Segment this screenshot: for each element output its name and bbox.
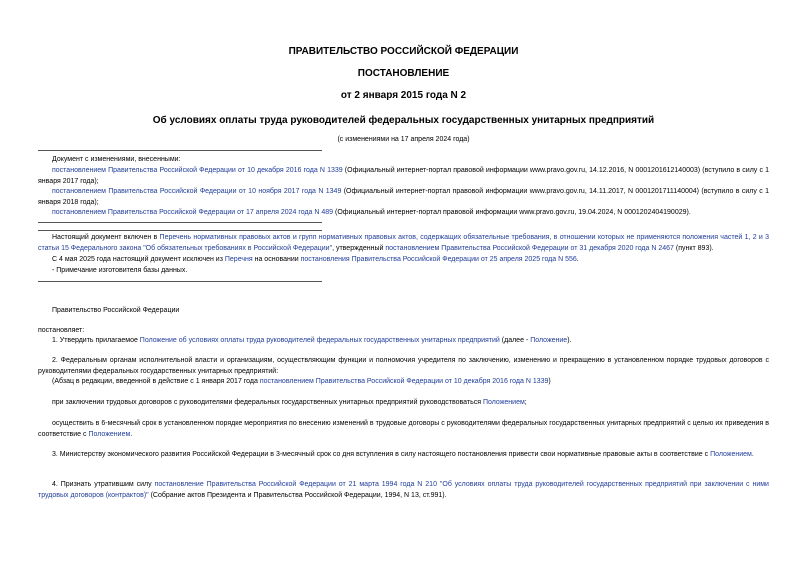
decree-210-link[interactable]: постановление Правительства Российской Федерации от 21 марта 1994 года N 210 "Об условиях оплаты труда руководителей государственных предприятий при заключении с ними трудовых договоров (контрактов)" bbox=[38, 481, 769, 499]
item-2: 2. Федеральным органам исполнительной власти и организациям, осуществляющим функции и полномочия учредителя по заключению, изменению и прекращению в установленном порядке трудовых договоров с руководителями федеральных государственных унитарных предприятий: bbox=[38, 357, 769, 375]
decrees-line: постановляет: bbox=[38, 327, 85, 334]
document-type: ПОСТАНОВЛЕНИЕ bbox=[357, 68, 450, 79]
regulation-link-4[interactable]: Положением bbox=[710, 451, 752, 458]
changes-intro: Документ с изменениями, внесенными: bbox=[52, 156, 181, 163]
change-item-3 bbox=[38, 208, 769, 219]
change-link-3[interactable]: постановлением Правительства Российской Федерации от 17 апреля 2024 года N 489 bbox=[52, 209, 334, 216]
divider-note-end bbox=[38, 281, 322, 282]
item-2-sub-1: при заключении трудовых договоров с руководителями федеральных государственных унитарных предприятий руководствоваться Положением; bbox=[52, 399, 527, 406]
item-2-note: (Абзац в редакции, введенной в действие с 1 января 2017 года постановлением Правительства Российской Федерации от 10 декабря 2016 года N 1339) bbox=[52, 378, 551, 385]
regulation-link-3[interactable]: Положением bbox=[88, 430, 131, 438]
regulation-link[interactable]: Положение об условиях оплаты труда руководителей федеральных государственных унитарных предприятий bbox=[139, 337, 500, 344]
regulation-short-link[interactable]: Положение bbox=[530, 337, 568, 344]
divider-changes-end bbox=[38, 222, 322, 223]
change-item-1 bbox=[38, 166, 769, 187]
document-title: Об условиях оплаты труда руководителей федеральных государственных унитарных предприятий bbox=[152, 115, 655, 126]
item-3: 3. Министерству экономического развития Российской Федерации в 3-месячный срок со дня вступления в силу настоящего постановления привести свои нормативные правовые акты в соответствие с Положением. bbox=[52, 451, 754, 458]
item-1: 1. Утвердить прилагаемое Положение об условиях оплаты труда руководителей федеральных государственных унитарных предприятий (далее - Положение). bbox=[52, 337, 572, 344]
decree-2467-link[interactable]: постановлением Правительства Российской Федерации от 31 декабря 2020 года N 2467 bbox=[385, 244, 674, 252]
divider-note-start bbox=[38, 230, 322, 231]
change-link-2[interactable]: постановлением Правительства Российской Федерации от 10 ноября 2017 года N 1349 bbox=[52, 188, 342, 195]
regulation-link-2[interactable]: Положением bbox=[482, 399, 525, 406]
government-line: Правительство Российской Федерации bbox=[52, 307, 180, 314]
item-4: 4. Признать утратившим силу постановление Правительства Российской Федерации от 21 марта 1994 года N 210 "Об условиях оплаты труда руководителей государственных предприятий при заключении с ними трудовых договоров (контрактов)" (Собрание актов Президента и Правительства Российской Федерации, 1994, N 13, ст.991). bbox=[38, 481, 769, 499]
change-item-2 bbox=[38, 187, 769, 208]
government-heading: ПРАВИТЕЛЬСТВО РОССИЙСКОЙ ФЕДЕРАЦИИ bbox=[288, 46, 519, 57]
revision-note: (с изменениями на 17 апреля 2024 года) bbox=[337, 136, 470, 143]
note-paragraph-1: Настоящий документ включен в Перечень нормативных правовых актов и групп нормативных правовых актов, содержащих обязательные требования, в отношении которых не применяются положения частей 1, 2 и 3 статьи 15 Федерального закона "Об обязательных требованиях в Российской Федерации", утвержденный постановлением Правительства Российской Федерации от 31 декабря 2020 года N 2467 (пункт 893). bbox=[38, 234, 769, 252]
divider-top bbox=[38, 150, 322, 151]
change-text-1: (Официальный интернет-портал правовой информации www.pravo.gov.ru, 14.12.2016, N 0001201612140003) (вступило в силу с 1 января 2017 года); bbox=[38, 167, 769, 185]
decree-1339-link[interactable]: постановлением Правительства Российской Федерации от 10 декабря 2016 года N 1339 bbox=[259, 378, 549, 385]
change-link-1[interactable]: постановлением Правительства Российской Федерации от 10 декабря 2016 года N 1339 bbox=[52, 167, 343, 174]
note-paragraph-2: С 4 мая 2025 года настоящий документ исключен из Перечня на основании постановления Правительства Российской Федерации от 25 апреля 2025 года N 556. bbox=[52, 256, 579, 263]
document-date: от 2 января 2015 года N 2 bbox=[340, 90, 467, 101]
change-text-2: (Официальный интернет-портал правовой информации www.pravo.gov.ru, 14.11.2017, N 0001201711140004) (вступило в силу с 1 января 2018 года); bbox=[38, 188, 769, 206]
change-text-3: (Официальный интернет-портал правовой информации www.pravo.gov.ru, 19.04.2024, N 0001202404190029). bbox=[333, 209, 691, 216]
perechen-link[interactable]: Перечень нормативных правовых актов и групп нормативных правовых актов, содержащих обязательные требования, в отношении которых не применяются положения частей 1, 2 и 3 статьи 15 Федерального закона "Об обязательных требованиях в Российской Федерации" bbox=[38, 234, 769, 252]
perechnya-link[interactable]: Перечня bbox=[224, 256, 253, 263]
note-producer: - Примечание изготовителя базы данных. bbox=[52, 267, 188, 274]
decree-556-link[interactable]: постановления Правительства Российской Федерации от 25 апреля 2025 года N 556 bbox=[300, 256, 577, 263]
item-2-sub-2: осуществить в 6-месячный срок в установленном порядке мероприятия по внесению изменений в трудовые договоры с руководителями федеральных государственных унитарных предприятий с целью их приведения в соответствие с Положением. bbox=[38, 420, 769, 438]
